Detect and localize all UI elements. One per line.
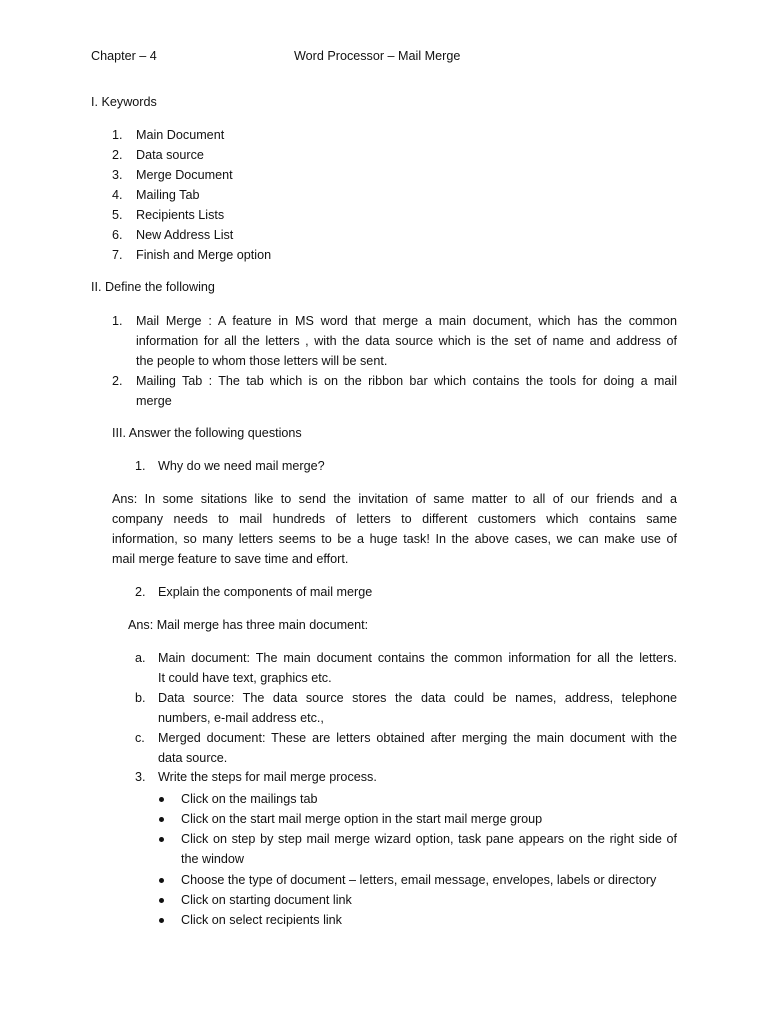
question-number: 3.: [135, 770, 146, 784]
list-number: 1.: [112, 128, 123, 142]
component-text: [158, 728, 677, 768]
component-text: [158, 648, 677, 688]
keywords-list: [112, 125, 271, 265]
text-line: Click on the mailings tab: [181, 792, 318, 806]
bullet-icon: [159, 837, 164, 842]
definition-text: [136, 311, 677, 371]
bullet-icon: [159, 797, 164, 802]
text-line: Choose the type of document – letters, email message, envelopes, labels or directory: [181, 873, 657, 887]
list-number: 7.: [112, 248, 123, 262]
keyword-item: [112, 125, 271, 145]
text-line: Click on starting document link: [181, 893, 352, 907]
keyword-text: Merge Document: [136, 168, 233, 182]
question-number: 1.: [135, 459, 146, 473]
keyword-item: [112, 245, 271, 265]
text-line: Click on the start mail merge option in the start mail merge group: [181, 812, 543, 826]
step-text: [181, 910, 677, 930]
list-number: 3.: [112, 168, 123, 182]
text-line: company needs to mail hundreds of letters to different customers which contains same: [112, 512, 677, 526]
text-line: Mailing Tab : The tab which is on the ribbon bar which contains the tools for doing a mail: [136, 374, 677, 388]
text-line: information, so many letters seems to be a huge task! In the above cases, we can make use of: [112, 532, 677, 546]
step-text: [181, 789, 677, 809]
answer-intro: Ans: Mail merge has three main document:: [128, 618, 369, 632]
list-marker: c.: [135, 731, 145, 745]
component-text: [158, 688, 677, 728]
section-heading-define: II. Define the following: [91, 280, 215, 294]
text-line: mail merge feature to save time and effort.: [112, 552, 349, 566]
text-line: numbers, e-mail address etc.,: [158, 711, 324, 725]
list-number: 2.: [112, 374, 123, 388]
text-line: the window: [181, 852, 245, 866]
section-heading-keywords: I. Keywords: [91, 95, 157, 109]
keyword-text: New Address List: [136, 228, 234, 242]
question-text: Explain the components of mail merge: [158, 585, 373, 599]
bullet-icon: [159, 878, 164, 883]
keyword-text: Mailing Tab: [136, 188, 200, 202]
question-text: Why do we need mail merge?: [158, 459, 325, 473]
keyword-item: [112, 165, 271, 185]
list-number: 2.: [112, 148, 123, 162]
text-line: Merged document: These are letters obtained after merging the main document with the: [158, 731, 677, 745]
keyword-text: Recipients Lists: [136, 208, 225, 222]
list-number: 6.: [112, 228, 123, 242]
step-text: [181, 809, 677, 829]
question-number: 2.: [135, 585, 146, 599]
text-line: merge: [136, 394, 172, 408]
step-text: [181, 870, 677, 890]
keyword-text: Data source: [136, 148, 204, 162]
keyword-item: [112, 145, 271, 165]
list-number: 5.: [112, 208, 123, 222]
definition-text: [136, 371, 677, 411]
step-text: [181, 829, 677, 869]
keyword-item: [112, 225, 271, 245]
question-text: Write the steps for mail merge process.: [158, 770, 377, 784]
list-marker: a.: [135, 651, 146, 665]
text-line: Mail Merge : A feature in MS word that merge a main document, which has the common: [136, 314, 677, 328]
keyword-item: [112, 205, 271, 225]
list-number: 1.: [112, 314, 123, 328]
text-line: It could have text, graphics etc.: [158, 671, 332, 685]
text-line: data source.: [158, 751, 228, 765]
bullet-icon: [159, 918, 164, 923]
keyword-text: Main Document: [136, 128, 225, 142]
section-heading-questions: III. Answer the following questions: [112, 426, 302, 440]
list-number: 4.: [112, 188, 123, 202]
keyword-text: Finish and Merge option: [136, 248, 272, 262]
answer-paragraph: [112, 489, 677, 569]
text-line: Click on step by step mail merge wizard option, task pane appears on the right side of: [181, 832, 677, 846]
list-marker: b.: [135, 691, 146, 705]
document-title: Word Processor – Mail Merge: [294, 49, 461, 63]
step-text: [181, 890, 677, 910]
text-line: information for all the letters , with the data source which is the set of name and address of: [136, 334, 677, 348]
bullet-icon: [159, 817, 164, 822]
chapter-label: Chapter – 4: [91, 49, 157, 63]
text-line: Click on select recipients link: [181, 913, 342, 927]
bullet-icon: [159, 898, 164, 903]
text-line: Main document: The main document contains the common information for all the letters.: [158, 651, 677, 665]
keyword-item: [112, 185, 271, 205]
text-line: the people to whom those letters will be sent.: [136, 354, 388, 368]
text-line: Ans: In some sitations like to send the invitation of same matter to all of our friends and a: [112, 492, 677, 506]
text-line: Data source: The data source stores the data could be names, address, telephone: [158, 691, 677, 705]
